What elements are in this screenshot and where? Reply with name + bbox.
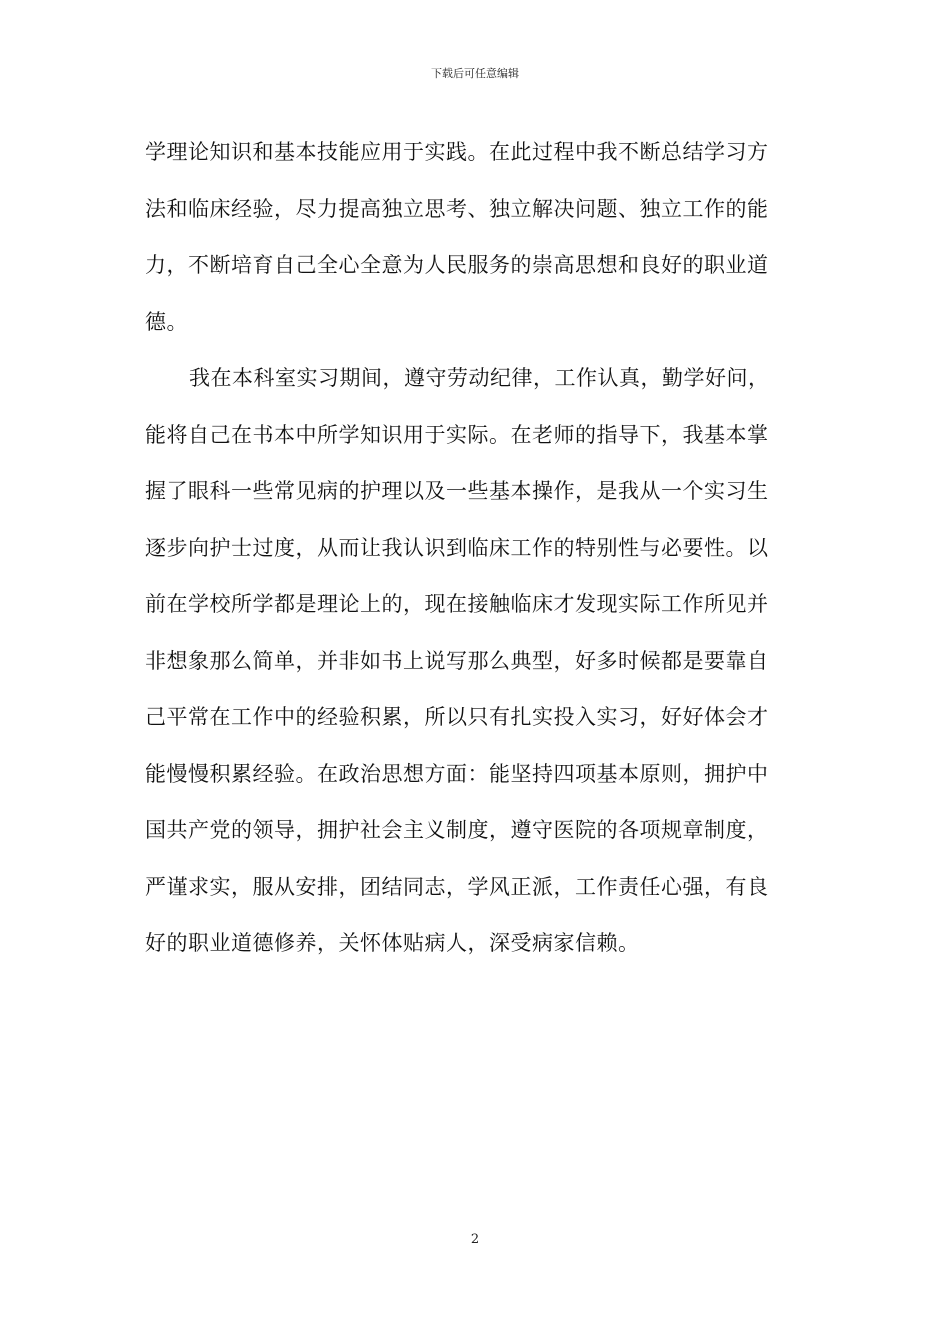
paragraph-1-line-2: 法和临床经验，尽力提高独立思考、独立解决问题、独立工作的能 <box>145 196 769 221</box>
paragraph-2-line-1: 我在本科室实习期间，遵守劳动纪律，工作认真，勤学好问， <box>189 366 770 390</box>
document-body <box>145 128 815 976</box>
paragraph-2-line-6: 非想象那么简单，并非如书上说写那么典型，好多时候都是要靠自 <box>145 648 769 673</box>
paragraph-2-line-10: 严谨求实，服从安排，团结同志，学风正派，工作责任心强，有良 <box>145 874 769 899</box>
paragraph-2-line-4: 逐步向护士过度，从而让我认识到临床工作的特别性与必要性。以 <box>145 535 769 560</box>
paragraph-1-line-1: 学理论知识和基本技能应用于实践。在此过程中我不断总结学习方 <box>145 140 769 164</box>
page-header: 下载后可任意编辑 <box>431 67 519 80</box>
paragraph-1-line-3: 力，不断培育自己全心全意为人民服务的崇高思想和良好的职业道 <box>145 253 769 277</box>
page-number: 2 <box>470 1232 480 1247</box>
paragraph-2-line-2: 能将自己在书本中所学知识用于实际。在老师的指导下，我基本掌 <box>145 422 769 447</box>
paragraph-2-line-8: 能慢慢积累经验。在政治思想方面：能坚持四项基本原则，拥护中 <box>145 761 769 786</box>
paragraph-2-line-3: 握了眼科一些常见病的护理以及一些基本操作，是我从一个实习生 <box>145 479 769 503</box>
paragraph-2-line-11: 好的职业道德修养，关怀体贴病人，深受病家信赖。 <box>145 931 640 955</box>
paragraph-2-line-5: 前在学校所学都是理论上的，现在接触临床才发现实际工作所见并 <box>145 592 769 616</box>
paragraph-2-line-7: 己平常在工作中的经验积累，所以只有扎实投入实习，好好体会才 <box>145 705 769 729</box>
paragraph-1-line-4: 德。 <box>145 309 188 334</box>
paragraph-2-line-9: 国共产党的领导，拥护社会主义制度，遵守医院的各项规章制度， <box>145 818 769 842</box>
